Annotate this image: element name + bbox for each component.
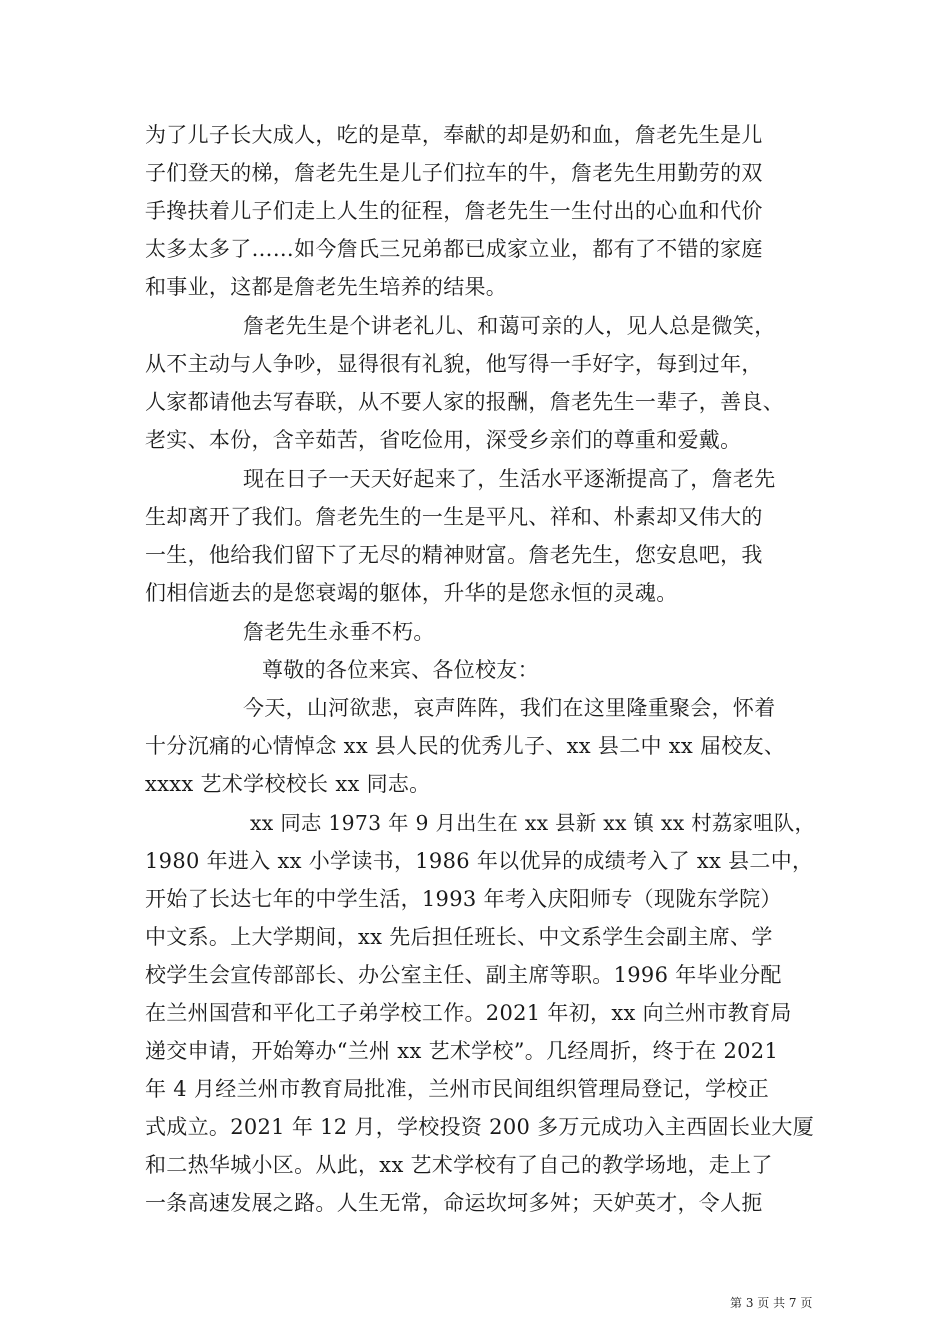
text-line-20: 1980 年进入 xx 小学读书，1986 年以优异的成绩考入了 xx 县二中， [145, 849, 814, 873]
text-line-5: 和事业，这都是詹老先生培养的结果。 [145, 275, 508, 299]
text-line-3: 手搀扶着儿子们走上人生的征程，詹老先生一生付出的心血和代价 [145, 199, 763, 223]
text-line-26: 年 4 月经兰州市教育局批准，兰州市民间组织管理局登记，学校正 [145, 1077, 770, 1101]
text-line-6: 詹老先生是个讲老礼儿、和蔼可亲的人，见人总是微笑， [243, 314, 776, 338]
text-line-13: 们相信逝去的是您衰竭的躯体，升华的是您永恒的灵魂。 [145, 581, 678, 605]
text-line-28: 和二热华城小区。从此，xx 艺术学校有了自己的教学场地，走上了 [145, 1153, 773, 1177]
text-line-2: 子们登天的梯，詹老先生是儿子们拉车的牛，詹老先生用勤劳的双 [145, 161, 763, 185]
text-line-10: 现在日子一天天好起来了，生活水平逐渐提高了，詹老先 [243, 467, 776, 491]
text-line-4: 太多太多了……如今詹氏三兄弟都已成家立业，都有了不错的家庭 [145, 237, 763, 261]
text-line-14: 詹老先生永垂不朽。 [243, 620, 435, 644]
text-line-22: 中文系。上大学期间，xx 先后担任班长、中文系学生会副主席、学 [145, 925, 773, 949]
text-line-18: xxxx 艺术学校校长 xx 同志。 [145, 772, 431, 796]
text-line-19: xx 同志 1973 年 9 月出生在 xx 县新 xx 镇 xx 村荔家咀队， [250, 811, 816, 835]
text-line-9: 老实、本份，含辛茹苦，省吃俭用，深受乡亲们的尊重和爱戴。 [145, 428, 742, 452]
text-line-17: 十分沉痛的心情悼念 xx 县人民的优秀儿子、xx 县二中 xx 届校友、 [145, 734, 786, 758]
text-line-7: 从不主动与人争吵，显得很有礼貌，他写得一手好字，每到过年， [145, 352, 763, 376]
text-line-15: 尊敬的各位来宾、各位校友： [262, 658, 539, 682]
text-line-16: 今天，山河欲悲，哀声阵阵，我们在这里隆重聚会，怀着 [243, 696, 776, 720]
text-line-12: 一生，他给我们留下了无尽的精神财富。詹老先生，您安息吧，我 [145, 543, 763, 567]
text-line-8: 人家都请他去写春联，从不要人家的报酬，詹老先生一辈子，善良、 [145, 390, 784, 414]
text-line-23: 校学生会宣传部部长、办公室主任、副主席等职。1996 年毕业分配 [145, 963, 782, 987]
text-line-29: 一条高速发展之路。人生无常，命运坎坷多舛；天妒英才，令人扼 [145, 1191, 763, 1215]
text-line-11: 生却离开了我们。詹老先生的一生是平凡、祥和、朴素却又伟大的 [145, 505, 763, 529]
text-line-25: 递交申请，开始筹办“兰州 xx 艺术学校”。几经周折，终于在 2021 [145, 1039, 779, 1063]
text-line-24: 在兰州国营和平化工子弟学校工作。2021 年初，xx 向兰州市教育局 [145, 1001, 792, 1025]
text-line-21: 开始了长达七年的中学生活，1993 年考入庆阳师专（现陇东学院） [145, 887, 782, 911]
text-line-1: 为了儿子长大成人，吃的是草，奉献的却是奶和血，詹老先生是儿 [145, 123, 763, 147]
page-number-footer: 第 3 页 共 7 页 [730, 1296, 813, 1310]
text-line-27: 式成立。2021 年 12 月，学校投资 200 多万元成功入主西固长业大厦 [145, 1115, 815, 1139]
